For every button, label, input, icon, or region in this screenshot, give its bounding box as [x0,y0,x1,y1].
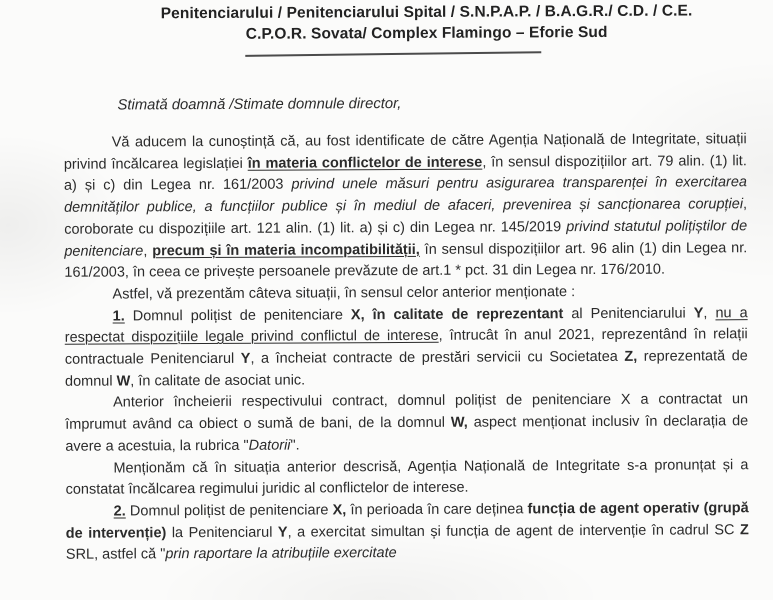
text-run: X, în calitate de reprezentant [350,305,564,323]
text-run: nu a respectat dispozițiile legale privind conflictul de interese [64,304,748,347]
text-run: aspect menționat inclusiv în declarația de avere a acestuia, la rubrica " [65,413,749,455]
text-run: reprezentată de domnul [64,348,748,390]
text-run: Domnul polițist de penitenciare [124,306,351,325]
text-run: SRL, astfel că " [65,546,166,564]
text-run: funcția de agent operativ (grupă de intervenție) [65,500,749,542]
text-run: , întrucât în anul 2021, reprezentând în relații contractuale Penitenciarul [64,326,748,368]
text-run: X, [332,502,347,519]
text-run: Y [277,524,288,541]
text-run: , [143,242,153,259]
text-run: în sensul dispozițiilor art. 96 alin (1) din Legea nr. 161/2003, în ceea ce privește persoanele prevăzute de art.1 * pct. 31 din Legea nr. 176/2010. [64,239,748,281]
header-divider-rule [245,51,541,57]
paragraph-3 [65,303,748,393]
paragraph-6 [66,498,749,567]
text-run: W, [450,414,468,431]
paragraph-4 [65,390,748,459]
text-run: Anterior încheierii respectivului contract, domnul polițist de penitenciare X a contractat un împrumut având ca obiect o sumă de bani, de la domnul [65,391,749,433]
text-run: , a exercitat simultan și funcția de agent de intervenție în cadrul SC [287,521,740,541]
text-run: Y [240,350,251,367]
text-run: , în calitate de asociat unic. [130,372,306,390]
text-run: prin raportare la atribuțiile exercitate [165,545,397,563]
text-run: Z [739,521,749,538]
paragraph-5 [65,455,748,502]
header-line-1: Penitenciarului / Penitenciarului Spital / S.N.P.A.P. / B.A.G.R./ C.D. / C.E. [160,2,693,23]
text-run: , în sensul dispozițiilor art. 79 alin. (1) lit. a) și c) din Legea nr. 161/2003 [63,152,747,195]
text-run: al Penitenciarului [563,305,694,322]
salutation: Stimată doamnă /Stimate domnule director, [117,95,402,114]
text-run: în perioada în care deținea [346,501,528,519]
header-line-2: C.P.O.R. Sovata/ Complex Flamingo – Eforie Sud [245,23,608,43]
text-run: 2. [113,503,126,520]
text-run: , a încheiat contracte de prestări servicii cu Societatea [250,348,625,367]
text-run: privind statutul polițiștilor de penitenciare [64,217,748,260]
text-run: precum și în materia incompatibilității, [152,241,420,259]
text-run: la Penitenciarul [166,524,278,541]
text-run: 1. [112,308,125,325]
text-run: W [116,373,131,390]
text-run: privind unele măsuri pentru asigurarea transparenței în exercitarea demnităților publice, a funcțiilor publice și în mediul de afaceri, prevenirea și sancționarea corupției [64,174,747,216]
text-run: Datorii [248,437,291,454]
letter-body [64,129,749,567]
text-run: în materia conflictelor de interese [247,154,483,172]
text-run: Menționăm că în situația anterior descrisă, Agenția Națională de Integritate s-a pronunțat și a constatat încălcarea regimului juridic al conflictelor de interese. [65,456,749,499]
letter-content [63,91,748,567]
text-run: Y [693,305,704,322]
text-run: ". [290,437,300,454]
text-run: Z, [624,348,638,365]
letter-header [0,0,773,46]
text-run: , coroborate cu dispozițiile art. 121 alin. (1) lit. a) și c) din Legea nr. 145/2019 [64,196,748,238]
paragraph-1 [64,129,748,284]
text-run: Domnul polițist de penitenciare [125,502,333,520]
text-run: , [703,304,716,322]
text-run: Astfel, vă prezentăm câteva situații, în sensul celor anterior menționate : [112,284,576,303]
text-run: Vă aducem la cunoștință că, au fost identificate de către Agenția Națională de Integritate, situații privind încălcarea legislației [63,131,747,173]
